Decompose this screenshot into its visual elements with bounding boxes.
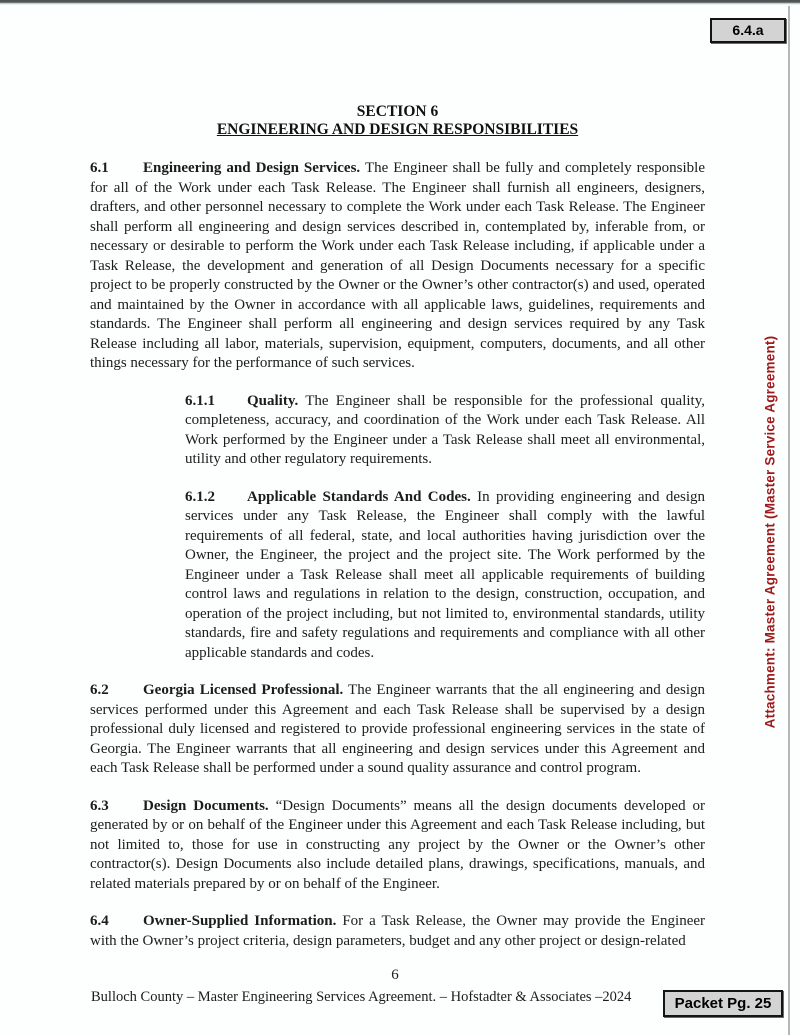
- section-body: “Design Documents” means all the design documents developed or generated by or on behalf of the Engineer under this Agreement and each Task Release including, but not limited to, those for use in constructing any project by the Owner or the Owner’s other contractor(s). Design Documents also include detailed plans, drawings, specifications, manuals, and related materials prepared by or on behalf of the Engineer.: [90, 797, 705, 892]
- packet-page-badge: Packet Pg. 25: [663, 990, 783, 1017]
- document-footer: Bulloch County – Master Engineering Services Agreement. – Hofstadter & Associates –2024: [91, 989, 632, 1005]
- paragraph-6-1-1: [185, 392, 705, 470]
- section-heading: Engineering and Design Services.: [143, 160, 361, 176]
- section-body: The Engineer shall be fully and completely responsible for all of the Work under each Task Release. The Engineer shall furnish all engineers, designers, drafters, and other personnel necessary to complete the Work under each Task Release. The Engineer shall perform all engineering and design services described in, contemplated by, inferable from, or necessary or desirable to perform the Work under each Task Release including, if applicable under a Task Release, the development and generation of all Design Documents necessary for a specific project to be properly constructed by the Owner or the Owner’s other contractor(s) and used, operated and maintained by the Owner in accordance with all applicable laws, guidelines, requirements and standards. The Engineer shall perform all engineering and design services required by any Task Release including all labor, materials, supervision, equipment, computers, documents, and all other things necessary for the performance of such services.: [90, 160, 706, 371]
- section-number: 6.4: [90, 913, 109, 929]
- section-number: 6.3: [90, 797, 109, 814]
- section-number: 6.1.2: [185, 488, 215, 505]
- section-number: 6.1.1: [185, 392, 215, 409]
- scan-edge-top: [0, 0, 800, 5]
- section-heading: Georgia Licensed Professional.: [143, 682, 344, 698]
- section-title-line2: ENGINEERING AND DESIGN RESPONSIBILITIES: [216, 121, 579, 138]
- paragraph-6-1: [90, 159, 705, 374]
- paragraph-6-4: [90, 912, 705, 951]
- section-body: The Engineer warrants that the all engineering and design services performed under this Agreement and each Task Release shall be supervised by a design professional duly licensed and registered to provide professional engineering services in the state of Georgia. The Engineer warrants that all engineering and design services under this Agreement and each Task Release shall be performed under a sound quality assurance and control program.: [90, 682, 706, 776]
- section-heading: Quality.: [247, 392, 299, 409]
- document-body: [90, 103, 705, 969]
- paragraph-6-3: [90, 797, 705, 895]
- section-heading: Design Documents.: [143, 797, 269, 814]
- section-number: 6.1: [90, 160, 109, 176]
- section-heading: Applicable Standards And Codes.: [247, 488, 471, 505]
- section-title: [90, 103, 705, 139]
- agenda-item-badge: 6.4.a: [710, 18, 786, 43]
- section-title-line1: SECTION 6: [356, 103, 439, 120]
- section-heading: Owner-Supplied Information.: [143, 913, 337, 929]
- section-body: In providing engineering and design services under any Task Release, the Engineer shall comply with the lawful requirements of all federal, state, and local authorities having jurisdiction over the Owner, the Engineer, the project and the project site. The Work performed by the Engineer under a Task Release shall meet all applicable requirements of building control laws and regulations in relation to the design, construction, occupation, and operation of the project including, but not limited to, environmental standards, utility standards, fire and safety regulations and requirements and compliance with all other applicable standards and codes.: [185, 488, 706, 661]
- paragraph-6-1-2: [185, 488, 705, 664]
- paragraph-6-2: [90, 681, 705, 779]
- section-body: The Engineer shall be responsible for the professional quality, completeness, accuracy, and coordination of the Work under each Task Release. All Work performed by the Engineer under a Task Release shall meet all environmental, utility and other regulatory requirements.: [185, 392, 705, 467]
- section-number: 6.2: [90, 682, 109, 698]
- page-number: 6: [391, 967, 399, 983]
- section-body: For a Task Release, the Owner may provide the Engineer with the Owner’s project criteria, design parameters, budget and any other project or design-related: [90, 913, 706, 949]
- scan-edge-right: [788, 6, 790, 1035]
- attachment-sidebar-label: Attachment: Master Agreement (Master Service Agreement): [762, 335, 778, 729]
